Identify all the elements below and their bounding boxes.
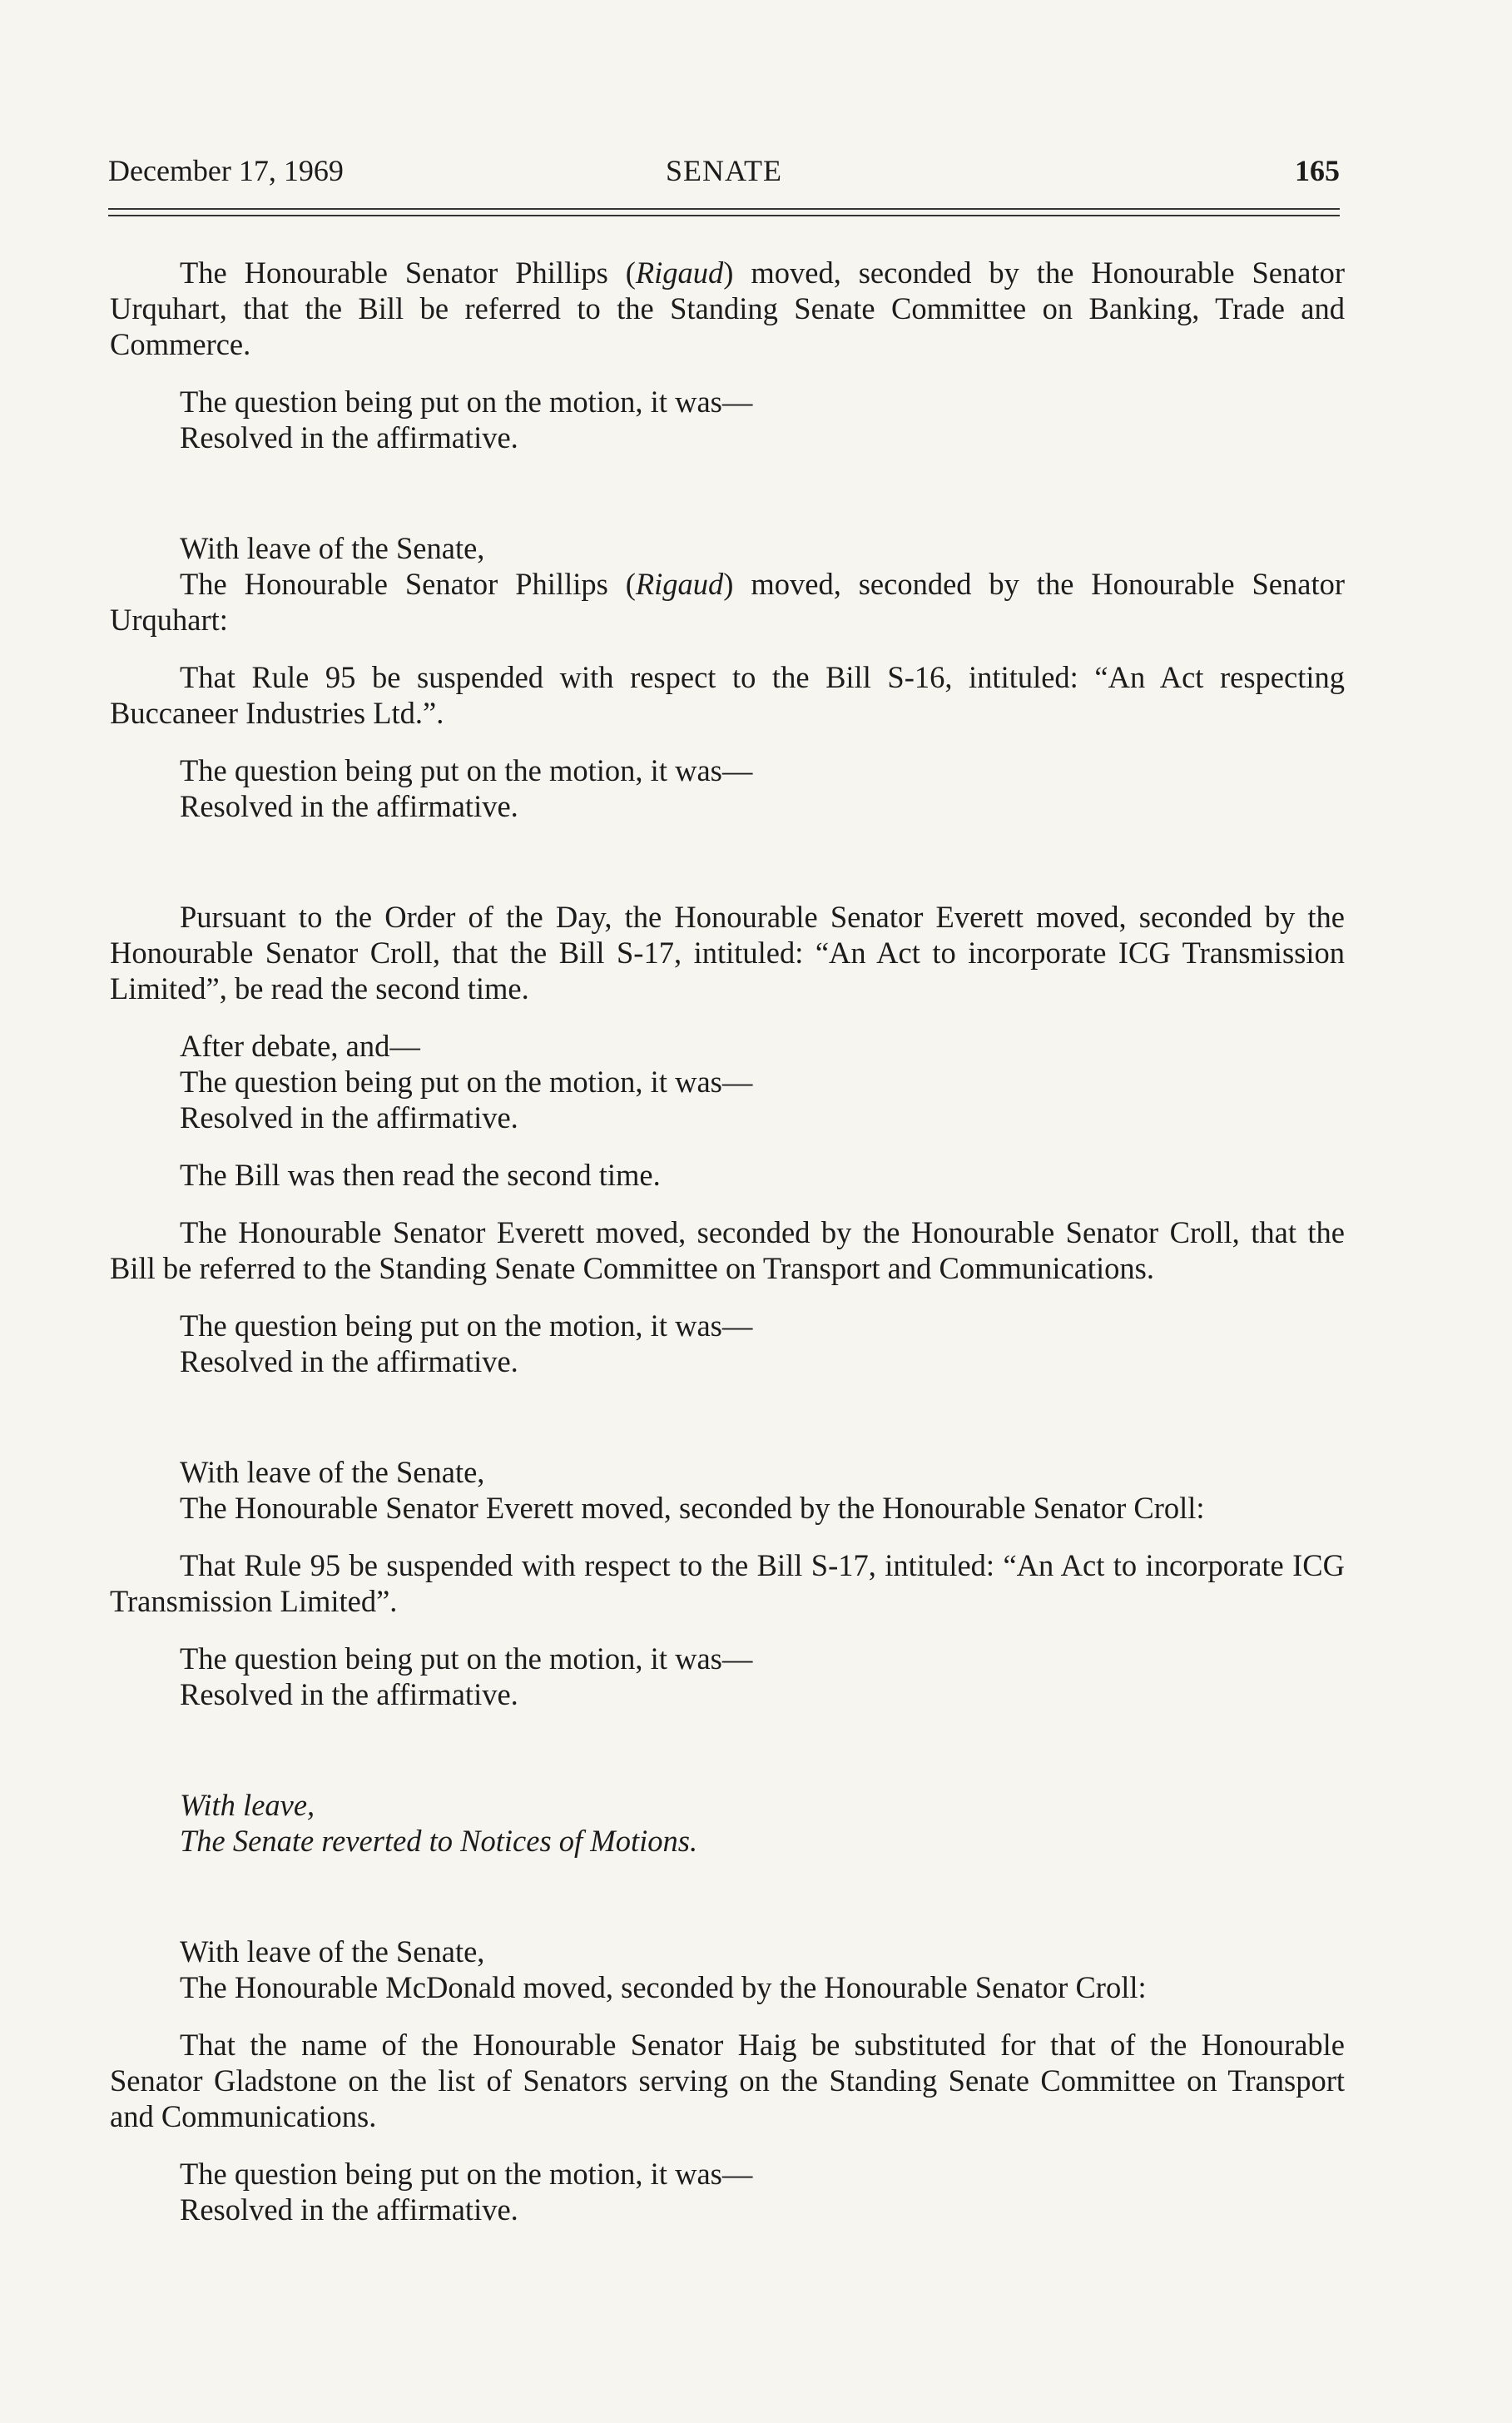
resolution-paragraph: That Rule 95 be suspended with respect to the Bill S-16, intituled: “An Act respecting Buccaneer Industries Ltd.”. xyxy=(110,660,1345,730)
text-run: The Honourable Senator Phillips ( xyxy=(180,256,636,290)
resolution-paragraph: That the name of the Honourable Senator Haig be substituted for that of the Honourable Senator Gladstone on the list of Senators serving on the Standing Senate Committee on Transport and Communications. xyxy=(110,2028,1345,2133)
debate-line: After debate, and— xyxy=(180,1029,420,1063)
resolved-line: Resolved in the affirmative. xyxy=(180,1344,518,1378)
page-header xyxy=(108,153,1340,195)
leave-line: With leave of the Senate, xyxy=(180,1934,485,1969)
question-line: The question being put on the motion, it was— xyxy=(180,2157,753,2191)
question-line: The question being put on the motion, it was— xyxy=(180,1641,753,1676)
motion-paragraph: The Honourable McDonald moved, seconded by the Honourable Senator Croll: xyxy=(180,1970,1147,2004)
question-line: The question being put on the motion, it was— xyxy=(180,1065,753,1099)
question-line: The question being put on the motion, it was— xyxy=(180,1308,753,1343)
page-number: 165 xyxy=(1295,154,1340,187)
resolved-line: Resolved in the affirmative. xyxy=(180,2192,518,2227)
text-run: ) moved, seconded by the Honourable Senator Urquhart, that the Bill be referred to the Standing Senate Committee on Banking, Trade and Commerce. xyxy=(110,256,1345,361)
resolution-paragraph: That Rule 95 be suspended with respect to the Bill S-17, intituled: “An Act to incorporate ICG Transmission Limited”. xyxy=(110,1548,1345,1618)
header-date: December 17, 1969 xyxy=(108,154,344,187)
leave-line: With leave of the Senate, xyxy=(180,531,485,565)
resolved-line: Resolved in the affirmative. xyxy=(180,1100,518,1135)
leave-line: With leave of the Senate, xyxy=(180,1455,485,1489)
resolved-line: Resolved in the affirmative. xyxy=(180,1677,518,1711)
italic-run: Rigaud xyxy=(635,256,724,290)
resolved-line: Resolved in the affirmative. xyxy=(180,789,518,823)
reverted-line: The Senate reverted to Notices of Motions. xyxy=(180,1824,698,1858)
motion-paragraph: The Honourable Senator Everett moved, seconded by the Honourable Senator Croll: xyxy=(180,1491,1205,1525)
motion-paragraph xyxy=(110,566,1345,638)
page-body xyxy=(110,255,1345,2227)
leave-line: With leave, xyxy=(180,1788,315,1822)
text-run: ) moved, seconded by the Honourable Senator Urquhart: xyxy=(110,567,1345,637)
italic-run: Rigaud xyxy=(635,567,724,601)
second-reading-line: The Bill was then read the second time. xyxy=(180,1158,661,1192)
motion-paragraph: The Honourable Senator Everett moved, seconded by the Honourable Senator Croll, that the Bill be referred to the Standing Senate Committee on Transport and Communications. xyxy=(110,1215,1345,1285)
motion-paragraph xyxy=(110,255,1345,362)
text-run: The Honourable Senator Phillips ( xyxy=(180,567,636,601)
question-line: The question being put on the motion, it was— xyxy=(180,753,753,787)
header-double-rule xyxy=(108,208,1340,216)
motion-paragraph: Pursuant to the Order of the Day, the Honourable Senator Everett moved, seconded by the Honourable Senator Croll, that the Bill S-17, intituled: “An Act to incorporate ICG Transmission Limited”, be read the second time. xyxy=(110,900,1345,1005)
question-line: The question being put on the motion, it was— xyxy=(180,385,753,419)
resolved-line: Resolved in the affirmative. xyxy=(180,420,518,454)
header-title: SENATE xyxy=(666,154,782,187)
